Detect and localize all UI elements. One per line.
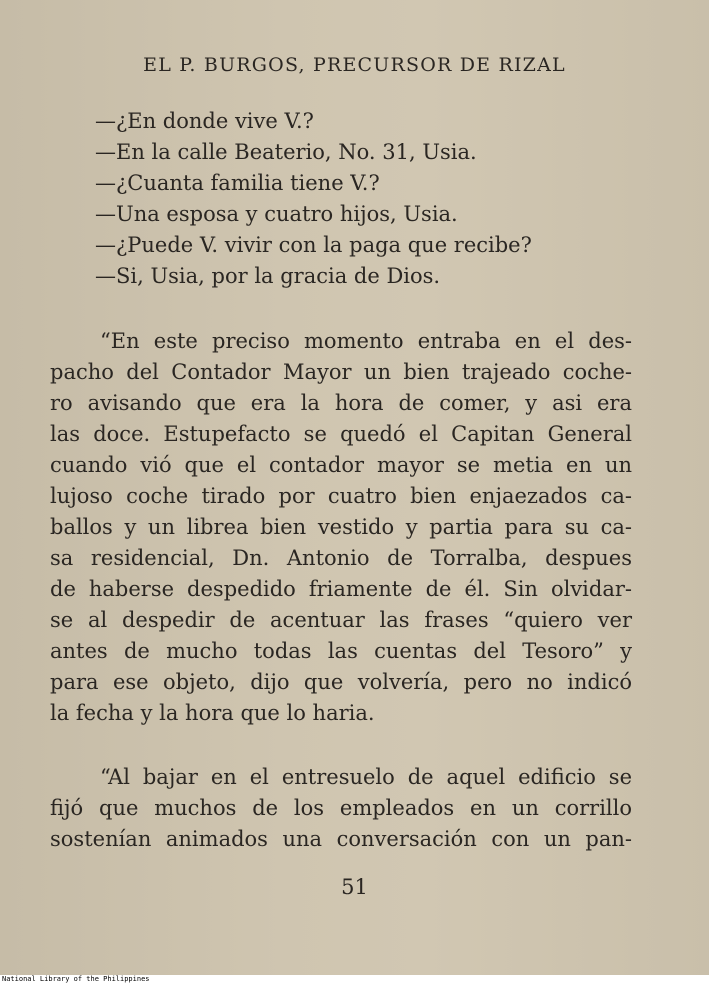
text-line: ro avisando que era la hora de comer, y asi era (50, 391, 632, 415)
paragraph-2 (50, 762, 632, 855)
paragraph-1 (50, 326, 632, 729)
text-line: sa residencial, Dn. Antonio de Torralba, despues (50, 546, 632, 570)
dialogue-line: —¿Cuanta familia tiene V.? (95, 171, 380, 195)
dialogue-line: —¿Puede V. vivir con la paga que recibe? (95, 233, 532, 257)
running-header: EL P. BURGOS, PRECURSOR DE RIZAL (143, 54, 566, 76)
text-line: se al despedir de acentuar las frases “quiero ver (50, 608, 632, 632)
library-stamp: National Library of the Philippines (2, 975, 150, 983)
page-number: 51 (341, 875, 368, 899)
text-line: de haberse despedido friamente de él. Sin olvidar- (50, 577, 632, 601)
text-line: fijó que muchos de los empleados en un corrillo (50, 796, 632, 820)
text-line: cuando vió que el contador mayor se metia en un (50, 453, 632, 477)
text-line: ballos y un librea bien vestido y partia para su ca- (50, 515, 632, 539)
text-line: “Al bajar en el entresuelo de aquel edificio se (100, 765, 632, 789)
dialogue-block (95, 106, 532, 292)
dialogue-line: —Si, Usia, por la gracia de Dios. (95, 264, 441, 288)
text-line: la fecha y la hora que lo haria. (50, 701, 375, 725)
dialogue-line: —En la calle Beaterio, No. 31, Usia. (95, 140, 477, 164)
dialogue-line: —¿En donde vive V.? (95, 109, 314, 133)
dialogue-line: —Una esposa y cuatro hijos, Usia. (95, 202, 458, 226)
text-line: las doce. Estupefacto se quedó el Capitan General (50, 422, 632, 446)
text-line: antes de mucho todas las cuentas del Tesoro” y (50, 639, 632, 663)
text-line: sostenían animados una conversación con un pan- (50, 827, 632, 851)
text-line: “En este preciso momento entraba en el des- (100, 329, 632, 353)
text-line: para ese objeto, dijo que volvería, pero no indicó (50, 670, 632, 694)
text-line: lujoso coche tirado por cuatro bien enjaezados ca- (50, 484, 632, 508)
text-line: pacho del Contador Mayor un bien trajeado coche- (50, 360, 632, 384)
